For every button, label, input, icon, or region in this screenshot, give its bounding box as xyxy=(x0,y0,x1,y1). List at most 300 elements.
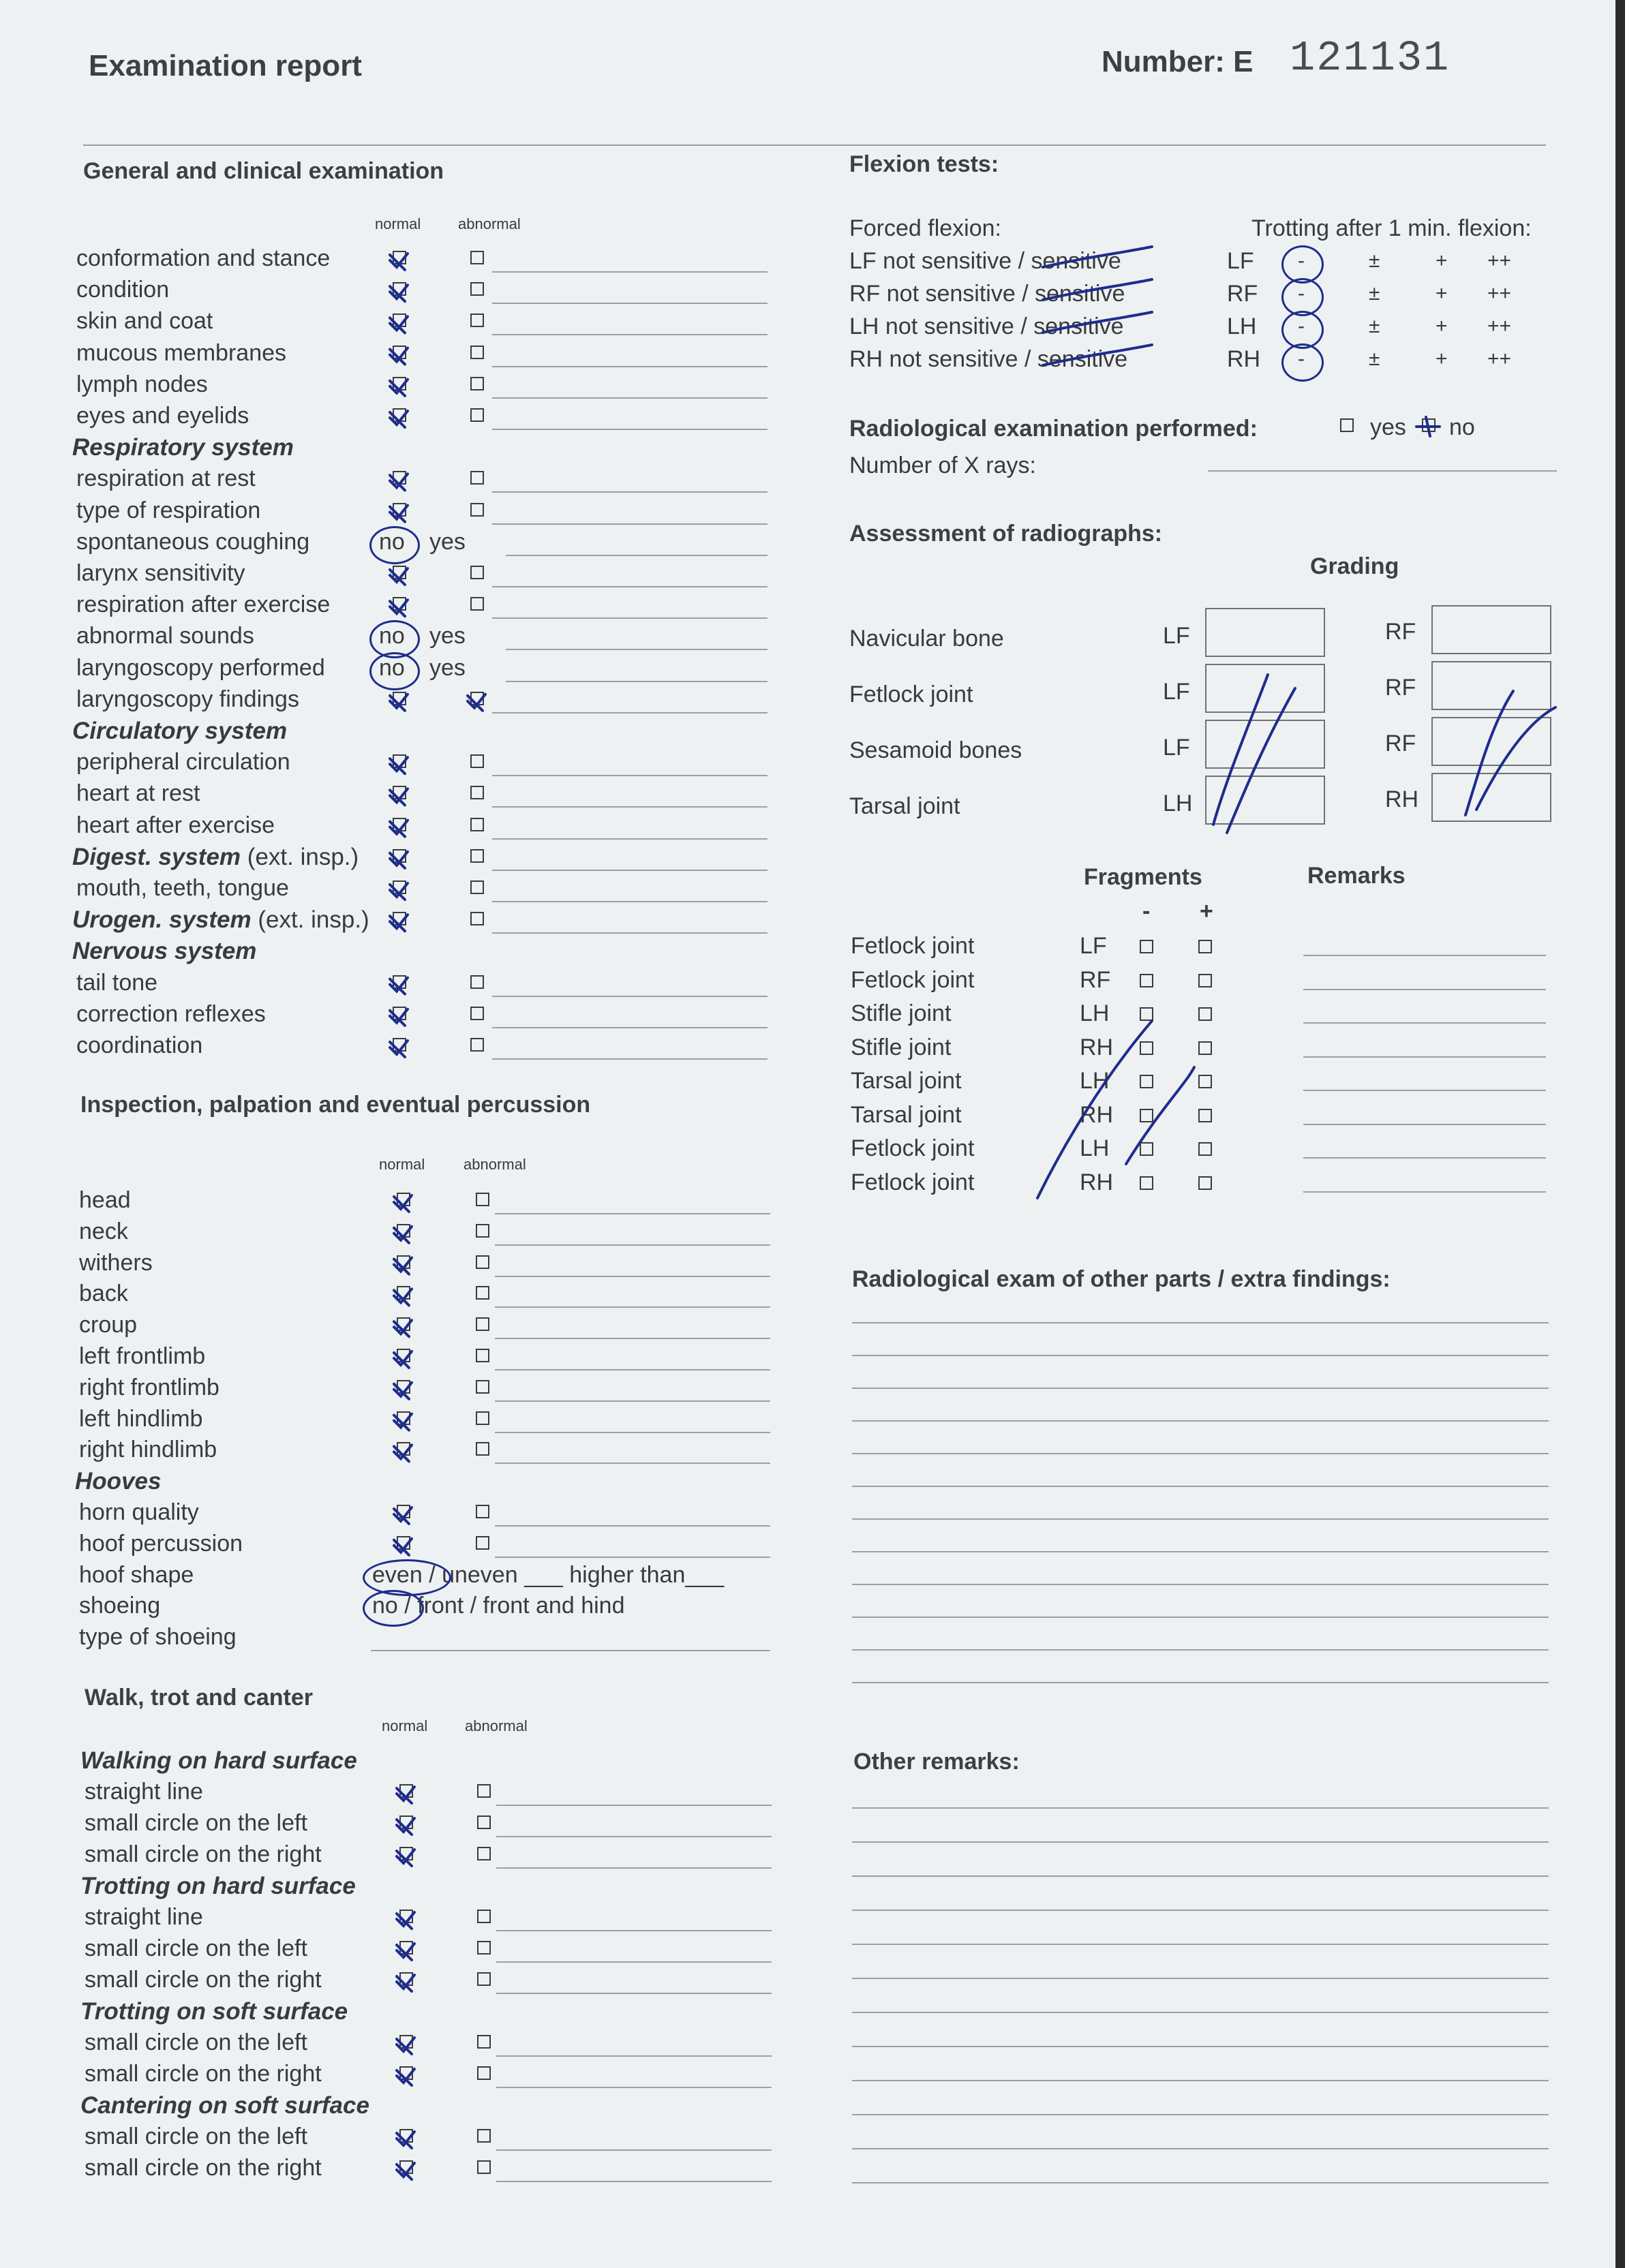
normal-checkbox[interactable] xyxy=(397,1286,410,1300)
abnormal-checkbox[interactable] xyxy=(470,849,484,863)
fragment-minus-checkbox[interactable] xyxy=(1140,1007,1153,1021)
abnormal-checkbox[interactable] xyxy=(470,471,484,485)
abnormal-checkbox[interactable] xyxy=(477,1972,491,1986)
grade-option[interactable]: - xyxy=(1298,315,1305,337)
row-label: small circle on the left xyxy=(85,2124,307,2149)
subsection-label: Trotting on soft surface xyxy=(80,1998,348,2025)
left-grade-box[interactable] xyxy=(1205,664,1325,713)
remark-line[interactable] xyxy=(492,838,768,840)
forced-flexion-label: Forced flexion: xyxy=(849,215,1001,241)
other-remarks-line[interactable] xyxy=(852,2182,1549,2183)
fragment-plus-checkbox[interactable] xyxy=(1198,1142,1212,1156)
fragment-remark-line[interactable] xyxy=(1303,1056,1546,1058)
assessment-row-label: Sesamoid bones xyxy=(849,737,1022,763)
other-parts-line[interactable] xyxy=(852,1649,1549,1651)
row-label: respiration after exercise xyxy=(76,592,331,618)
abnormal-checkbox[interactable] xyxy=(476,1255,489,1269)
remark-line[interactable] xyxy=(496,1930,772,1931)
other-remarks-line[interactable] xyxy=(852,1841,1549,1843)
remark-line[interactable] xyxy=(492,1058,768,1060)
option-no[interactable]: no xyxy=(379,623,405,649)
row-label: type of respiration xyxy=(76,497,261,523)
fragment-leg-label: RH xyxy=(1080,1169,1114,1195)
circled-option[interactable]: even xyxy=(372,1561,423,1588)
remark-line[interactable] xyxy=(496,1867,772,1869)
grade-option[interactable]: ± xyxy=(1369,282,1380,305)
abnormal-checkbox[interactable] xyxy=(470,503,484,517)
right-grade-box[interactable] xyxy=(1431,717,1551,766)
abnormal-checkbox[interactable] xyxy=(470,912,484,925)
normal-checkbox[interactable] xyxy=(399,2035,413,2049)
remark-line[interactable] xyxy=(496,2181,772,2182)
normal-checkbox[interactable] xyxy=(399,2129,413,2143)
flexion-row-label: LH not sensitive / xyxy=(849,313,1034,339)
other-parts-line[interactable] xyxy=(852,1420,1549,1422)
remark-line[interactable] xyxy=(495,1213,770,1214)
grade-option[interactable]: ± xyxy=(1369,348,1380,370)
fragments-plus-header: + xyxy=(1200,898,1213,924)
flexion-row xyxy=(849,281,1125,307)
fragment-remark-line[interactable] xyxy=(1303,955,1546,956)
circled-option-mark xyxy=(363,1559,451,1596)
fragment-leg-label: RF xyxy=(1080,966,1111,993)
fragment-remark-line[interactable] xyxy=(1303,1090,1546,1091)
normal-checkbox[interactable] xyxy=(397,1505,410,1518)
circled-grade-mark xyxy=(1281,343,1324,382)
subsection-heading xyxy=(80,1873,356,1900)
remark-line[interactable] xyxy=(492,712,768,714)
grading-label: Grading xyxy=(1310,553,1399,579)
other-remarks-line[interactable] xyxy=(852,1944,1549,1945)
fragment-remark-line[interactable] xyxy=(1303,1022,1546,1024)
other-remarks-line[interactable] xyxy=(852,2114,1549,2115)
normal-checkbox[interactable] xyxy=(393,346,406,359)
circled-option[interactable]: no xyxy=(372,1593,398,1619)
remark-line[interactable] xyxy=(492,901,768,902)
option-yes[interactable]: yes xyxy=(429,623,466,649)
row-label: back xyxy=(79,1281,128,1307)
subsection-heading xyxy=(72,844,359,871)
remark-line[interactable] xyxy=(495,1306,770,1308)
struck-word: sensitive xyxy=(1031,248,1121,274)
grade-option[interactable]: ++ xyxy=(1487,348,1512,370)
remark-line[interactable] xyxy=(496,2149,772,2151)
normal-checkbox[interactable] xyxy=(393,566,406,579)
row-label: small circle on the right xyxy=(85,2155,322,2181)
grade-option[interactable]: - xyxy=(1298,249,1305,272)
normal-checkbox[interactable] xyxy=(397,1193,410,1206)
abnormal-checkbox[interactable] xyxy=(477,2066,491,2080)
row-label: straight line xyxy=(85,1904,203,1930)
circled-no-mark xyxy=(369,652,420,690)
row-label: conformation and stance xyxy=(76,245,331,271)
fragment-joint-label: Stifle joint xyxy=(851,1034,952,1060)
row-label: peripheral circulation xyxy=(76,749,290,776)
normal-checkbox[interactable] xyxy=(399,1784,413,1798)
grade-option[interactable]: + xyxy=(1436,348,1448,370)
remark-line[interactable] xyxy=(506,555,768,556)
flexion-row xyxy=(849,248,1121,275)
row-label: type of shoeing xyxy=(79,1624,237,1651)
normal-checkbox[interactable] xyxy=(393,377,406,390)
left-grade-box[interactable] xyxy=(1205,720,1325,769)
normal-checkbox[interactable] xyxy=(393,1038,406,1052)
other-remarks-line[interactable] xyxy=(852,2012,1549,2013)
normal-checkbox[interactable] xyxy=(393,251,406,264)
subsection-note: (ext. insp.) xyxy=(251,906,369,934)
remark-line[interactable] xyxy=(496,2055,772,2057)
remark-line[interactable] xyxy=(496,2087,772,2088)
fragment-plus-checkbox[interactable] xyxy=(1198,1075,1212,1088)
right-grade-box[interactable] xyxy=(1431,605,1551,654)
other-remarks-line[interactable] xyxy=(852,1910,1549,1911)
normal-checkbox[interactable] xyxy=(399,2160,413,2174)
grade-option[interactable]: + xyxy=(1436,249,1448,272)
general-normal-header: normal xyxy=(375,215,421,232)
fragment-plus-checkbox[interactable] xyxy=(1198,1041,1212,1055)
subsection-heading xyxy=(72,434,294,461)
normal-checkbox[interactable] xyxy=(397,1536,410,1550)
remark-line[interactable] xyxy=(495,1400,770,1402)
row-label: mucous membranes xyxy=(76,339,287,366)
row-label: small circle on the right xyxy=(85,2061,322,2087)
fragment-minus-checkbox[interactable] xyxy=(1140,940,1153,953)
row-label: left hindlimb xyxy=(79,1405,203,1432)
report-title: Examination report xyxy=(89,49,362,82)
normal-checkbox[interactable] xyxy=(397,1411,410,1425)
remark-line[interactable] xyxy=(492,806,768,808)
remarks-title: Remarks xyxy=(1307,863,1406,889)
remark-line[interactable] xyxy=(496,1993,772,1994)
abnormal-checkbox[interactable] xyxy=(476,1380,489,1394)
flexion-row-label: LF not sensitive / xyxy=(849,248,1031,274)
remark-line[interactable] xyxy=(492,491,768,493)
normal-checkbox[interactable] xyxy=(399,1847,413,1860)
grade-option[interactable]: ++ xyxy=(1487,249,1512,272)
fragment-plus-checkbox[interactable] xyxy=(1198,1176,1212,1190)
normal-checkbox[interactable] xyxy=(393,754,406,768)
left-leg-label: LF xyxy=(1163,679,1190,705)
normal-checkbox[interactable] xyxy=(393,786,406,799)
other-parts-title: Radiological exam of other parts / extra findings: xyxy=(852,1266,1391,1292)
abnormal-checkbox[interactable] xyxy=(470,1038,484,1052)
struck-word: sensitive xyxy=(1037,346,1128,372)
remark-line[interactable] xyxy=(492,303,768,304)
subsection-label: Hooves xyxy=(75,1468,162,1495)
row-label: lymph nodes xyxy=(76,371,208,397)
row-label: small circle on the right xyxy=(85,1841,322,1867)
fragment-joint-label: Tarsal joint xyxy=(851,1101,962,1128)
remark-line[interactable] xyxy=(492,429,768,430)
option-yes[interactable]: yes xyxy=(429,654,466,681)
grade-option[interactable]: + xyxy=(1436,282,1448,305)
row-label: hoof percussion xyxy=(79,1530,243,1557)
normal-checkbox[interactable] xyxy=(399,1941,413,1955)
right-leg-label: RF xyxy=(1385,619,1416,645)
fragment-minus-checkbox[interactable] xyxy=(1140,1041,1153,1055)
left-grade-box[interactable] xyxy=(1205,608,1325,657)
normal-checkbox[interactable] xyxy=(393,282,406,296)
assessment-row-label: Fetlock joint xyxy=(849,681,973,707)
normal-checkbox[interactable] xyxy=(393,912,406,925)
remark-line[interactable] xyxy=(492,996,768,997)
remark-line[interactable] xyxy=(492,397,768,399)
grade-option[interactable]: ++ xyxy=(1487,315,1512,337)
abnormal-checkbox[interactable] xyxy=(470,377,484,390)
row-label: condition xyxy=(76,277,170,303)
other-remarks-line[interactable] xyxy=(852,1978,1549,1979)
right-grade-box[interactable] xyxy=(1431,773,1551,822)
abnormal-checkbox[interactable] xyxy=(476,1505,489,1518)
normal-checkbox[interactable] xyxy=(393,471,406,485)
normal-checkbox[interactable] xyxy=(399,1815,413,1829)
fragment-plus-checkbox[interactable] xyxy=(1198,1109,1212,1122)
remark-line[interactable] xyxy=(492,271,768,273)
number-label: Number: E xyxy=(1102,45,1254,78)
right-grade-box[interactable] xyxy=(1431,661,1551,710)
normal-checkbox[interactable] xyxy=(397,1380,410,1394)
remark-line[interactable] xyxy=(506,681,768,682)
abnormal-checkbox[interactable] xyxy=(470,251,484,264)
normal-checkbox[interactable] xyxy=(393,818,406,831)
remark-line[interactable] xyxy=(492,775,768,776)
normal-checkbox[interactable] xyxy=(397,1349,410,1362)
abnormal-checkbox[interactable] xyxy=(477,1910,491,1923)
grade-option[interactable]: + xyxy=(1436,315,1448,337)
remark-line[interactable] xyxy=(492,334,768,335)
abnormal-checkbox[interactable] xyxy=(476,1317,489,1331)
normal-checkbox[interactable] xyxy=(393,692,406,705)
walk-abnormal-header: abnormal xyxy=(465,1717,528,1734)
assessment-row-label: Navicular bone xyxy=(849,626,1004,652)
normal-checkbox[interactable] xyxy=(399,2066,413,2080)
fragment-minus-checkbox[interactable] xyxy=(1140,1109,1153,1122)
abnormal-checkbox[interactable] xyxy=(476,1411,489,1425)
abnormal-checkbox[interactable] xyxy=(476,1286,489,1300)
abnormal-checkbox[interactable] xyxy=(476,1442,489,1456)
flexion-title: Flexion tests: xyxy=(849,151,999,177)
subsection-heading xyxy=(72,938,256,965)
abnormal-checkbox[interactable] xyxy=(477,1941,491,1955)
fragment-plus-checkbox[interactable] xyxy=(1198,974,1212,987)
subsection-label: Digest. system xyxy=(72,843,241,870)
normal-checkbox[interactable] xyxy=(393,975,406,989)
remark-line[interactable] xyxy=(496,1805,772,1806)
option-yes[interactable]: yes xyxy=(429,528,466,555)
row-label: neck xyxy=(79,1218,128,1244)
flexion-row xyxy=(849,313,1124,340)
walk-normal-header: normal xyxy=(382,1717,428,1734)
remark-line[interactable] xyxy=(495,1338,770,1339)
fragment-remark-line[interactable] xyxy=(1303,1157,1546,1159)
fragment-joint-label: Fetlock joint xyxy=(851,1135,975,1161)
remark-line[interactable] xyxy=(492,523,768,525)
subsection-label: Circulatory system xyxy=(72,718,288,744)
abnormal-checkbox[interactable] xyxy=(470,786,484,799)
abnormal-checkbox[interactable] xyxy=(470,282,484,296)
remark-line[interactable] xyxy=(492,870,768,871)
abnormal-checkbox[interactable] xyxy=(470,1007,484,1020)
other-remarks-line[interactable] xyxy=(852,1875,1549,1877)
other-remarks-line[interactable] xyxy=(852,2080,1549,2081)
fragment-remark-line[interactable] xyxy=(1303,1191,1546,1193)
subsection-heading xyxy=(80,1747,357,1775)
fragment-remark-line[interactable] xyxy=(1303,989,1546,990)
flexion-row-label: RF not sensitive / xyxy=(849,281,1035,307)
normal-checkbox[interactable] xyxy=(397,1224,410,1238)
remark-line[interactable] xyxy=(495,1276,770,1277)
report-number: 121131 xyxy=(1290,34,1451,82)
fragment-minus-checkbox[interactable] xyxy=(1140,1075,1153,1088)
normal-checkbox[interactable] xyxy=(393,503,406,517)
subsection-label: Cantering on soft surface xyxy=(80,2092,369,2119)
other-parts-line[interactable] xyxy=(852,1453,1549,1454)
abnormal-checkbox[interactable] xyxy=(476,1193,489,1206)
abnormal-checkbox[interactable] xyxy=(470,597,484,611)
abnormal-checkbox[interactable] xyxy=(470,692,484,705)
fragment-slash-2 xyxy=(1126,1067,1194,1164)
abnormal-checkbox[interactable] xyxy=(476,1224,489,1238)
remark-line[interactable] xyxy=(495,1462,770,1464)
remark-line[interactable] xyxy=(506,649,768,650)
other-parts-line[interactable] xyxy=(852,1355,1549,1356)
grade-option[interactable]: ± xyxy=(1369,249,1380,272)
remark-line[interactable] xyxy=(495,1557,770,1558)
abnormal-checkbox[interactable] xyxy=(470,313,484,327)
remark-line[interactable] xyxy=(492,586,768,587)
fragment-plus-checkbox[interactable] xyxy=(1198,1007,1212,1021)
remark-line[interactable] xyxy=(492,617,768,619)
row-label: left frontlimb xyxy=(79,1343,206,1369)
row-label: head xyxy=(79,1187,131,1213)
fragment-leg-label: LH xyxy=(1080,1000,1110,1026)
abnormal-checkbox[interactable] xyxy=(470,975,484,989)
remark-line[interactable] xyxy=(492,932,768,934)
fragment-minus-checkbox[interactable] xyxy=(1140,974,1153,987)
normal-checkbox[interactable] xyxy=(399,1972,413,1986)
inspection-abnormal-header: abnormal xyxy=(464,1156,526,1173)
abnormal-checkbox[interactable] xyxy=(477,1815,491,1829)
remark-line[interactable] xyxy=(495,1432,770,1433)
other-parts-line[interactable] xyxy=(852,1682,1549,1683)
remark-line[interactable] xyxy=(496,1961,772,1963)
remark-line[interactable] xyxy=(495,1525,770,1527)
row-label: withers xyxy=(79,1249,153,1276)
right-leg-label: RF xyxy=(1385,731,1416,756)
abnormal-checkbox[interactable] xyxy=(470,818,484,831)
abnormal-checkbox[interactable] xyxy=(477,1784,491,1798)
subsection-label: Urogen. system xyxy=(72,906,252,934)
abnormal-checkbox[interactable] xyxy=(477,2035,491,2049)
other-remarks-line[interactable] xyxy=(852,1807,1549,1809)
shoeing-type-line[interactable] xyxy=(371,1650,770,1651)
normal-checkbox[interactable] xyxy=(393,313,406,327)
normal-checkbox[interactable] xyxy=(399,1910,413,1923)
remark-line[interactable] xyxy=(492,366,768,367)
subsection-label: Nervous system xyxy=(72,938,257,965)
yes-checkbox[interactable] xyxy=(1340,418,1354,432)
circled-option-mark xyxy=(363,1590,424,1627)
option-no[interactable]: no xyxy=(379,654,405,681)
no-checkbox[interactable] xyxy=(1422,418,1436,432)
abnormal-checkbox[interactable] xyxy=(470,408,484,422)
abnormal-checkbox[interactable] xyxy=(476,1536,489,1550)
remark-line[interactable] xyxy=(492,1027,768,1028)
fragment-leg-label: RH xyxy=(1080,1101,1114,1128)
other-remarks-line[interactable] xyxy=(852,2148,1549,2149)
abnormal-checkbox[interactable] xyxy=(477,1847,491,1860)
row-label: skin and coat xyxy=(76,308,213,335)
normal-checkbox[interactable] xyxy=(393,408,406,422)
abnormal-checkbox[interactable] xyxy=(470,346,484,359)
xrays-line[interactable] xyxy=(1208,470,1557,472)
abnormal-checkbox[interactable] xyxy=(477,2160,491,2174)
other-parts-line[interactable] xyxy=(852,1551,1549,1552)
normal-checkbox[interactable] xyxy=(397,1442,410,1456)
remark-line[interactable] xyxy=(495,1369,770,1370)
fragment-remark-line[interactable] xyxy=(1303,1124,1546,1125)
inspection-section-title: Inspection, palpation and eventual percussion xyxy=(80,1092,591,1118)
remark-line[interactable] xyxy=(495,1244,770,1246)
other-remarks-line[interactable] xyxy=(852,2046,1549,2047)
subsection-label: Walking on hard surface xyxy=(80,1747,357,1774)
grade-option[interactable]: - xyxy=(1298,282,1305,305)
normal-checkbox[interactable] xyxy=(393,849,406,863)
row-label: laryngoscopy findings xyxy=(76,686,299,712)
row-label: shoeing xyxy=(79,1593,161,1619)
left-grade-box[interactable] xyxy=(1205,776,1325,825)
left-leg-label: LF xyxy=(1163,623,1190,649)
fragment-leg-label: LH xyxy=(1080,1068,1110,1094)
abnormal-checkbox[interactable] xyxy=(470,566,484,579)
abnormal-checkbox[interactable] xyxy=(470,754,484,768)
other-parts-line[interactable] xyxy=(852,1322,1549,1323)
left-leg-label: LF xyxy=(1163,735,1190,761)
option-rest: / uneven ___ higher than___ xyxy=(429,1561,725,1588)
normal-checkbox[interactable] xyxy=(397,1255,410,1269)
right-leg-label: RH xyxy=(1385,786,1419,812)
other-parts-line[interactable] xyxy=(852,1584,1549,1585)
normal-checkbox[interactable] xyxy=(393,597,406,611)
grade-option[interactable]: ± xyxy=(1369,315,1380,337)
fragment-leg-label: RH xyxy=(1080,1034,1114,1060)
option-no[interactable]: no xyxy=(379,528,405,555)
other-parts-line[interactable] xyxy=(852,1518,1549,1520)
fragment-joint-label: Fetlock joint xyxy=(851,1169,975,1195)
general-abnormal-header: abnormal xyxy=(458,215,521,232)
remark-line[interactable] xyxy=(496,1836,772,1837)
subsection-label: Respiratory system xyxy=(72,434,294,461)
abnormal-checkbox[interactable] xyxy=(470,880,484,894)
other-parts-line[interactable] xyxy=(852,1388,1549,1389)
abnormal-checkbox[interactable] xyxy=(476,1349,489,1362)
normal-checkbox[interactable] xyxy=(393,1007,406,1020)
fragment-joint-label: Fetlock joint xyxy=(851,966,975,993)
row-label: spontaneous coughing xyxy=(76,528,310,555)
row-label: tail tone xyxy=(76,969,158,996)
normal-checkbox[interactable] xyxy=(393,880,406,894)
fragment-minus-checkbox[interactable] xyxy=(1140,1142,1153,1156)
other-parts-line[interactable] xyxy=(852,1616,1549,1618)
grade-option[interactable]: - xyxy=(1298,348,1305,370)
fragment-plus-checkbox[interactable] xyxy=(1198,940,1212,953)
radiology-performed-label: Radiological examination performed: xyxy=(849,416,1258,442)
grade-option[interactable]: ++ xyxy=(1487,282,1512,305)
other-parts-line[interactable] xyxy=(852,1486,1549,1487)
abnormal-checkbox[interactable] xyxy=(477,2129,491,2143)
normal-checkbox[interactable] xyxy=(397,1317,410,1331)
fragment-minus-checkbox[interactable] xyxy=(1140,1176,1153,1190)
